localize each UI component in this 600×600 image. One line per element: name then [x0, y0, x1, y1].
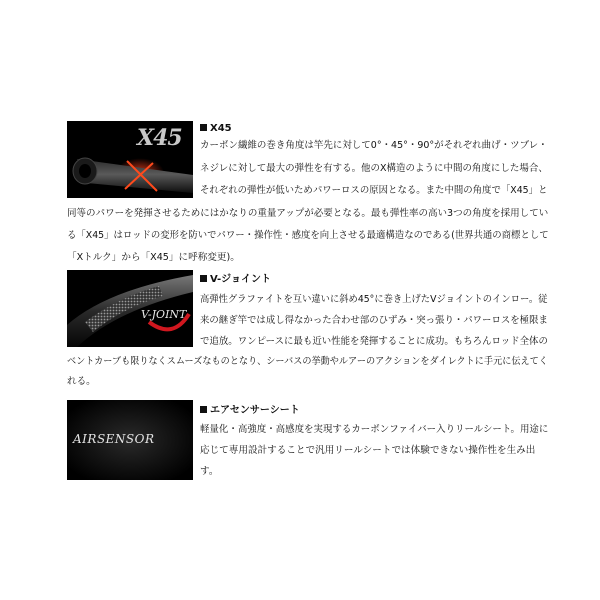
section-v-joint [67, 270, 547, 390]
square-bullet-icon [200, 406, 207, 413]
body-line: 高弾性グラファイトを互い違いに斜め45°に巻き上げたVジョイントのインロー。従 [200, 294, 548, 305]
body-line: 同等のパワーを発揮させるためにはかなりの重量アップが必要となる。最も弾性率の高い3つの角度を採用してい [67, 208, 549, 219]
body-line: 来の継ぎ竿では成し得なかった合わせ部のひずみ・突っ張り・パワーロスを極限ま [200, 315, 548, 326]
x45-rod-image [67, 121, 193, 198]
x45-logo-text: X45 [137, 125, 182, 151]
air-sensor-image [67, 400, 193, 480]
body-line: 「Xトルク」から「X45」に呼称変更)。 [67, 252, 240, 263]
v-joint-rod-image [67, 270, 193, 347]
body-line: それぞれの弾性が低いためパワーロスの原因となる。また中間の角度で「X45」と [200, 185, 548, 196]
body-line: 軽量化・高強度・高感度を実現するカーボンファイバー入りリールシート。用途に [200, 424, 549, 435]
section-heading: V-ジョイント [200, 274, 271, 286]
body-line: ネジレに対して最大の弾性を有する。他のX構造のように中間の角度にした場合、 [200, 163, 548, 174]
section-heading: エアセンサーシート [200, 405, 300, 417]
body-line: ベントカーブも限りなくスムーズなものとなり、シーバスの挙動やルアーのアクションをダイレクトに手元に伝えてく [67, 356, 548, 367]
section-air-sensor [67, 399, 547, 489]
body-line: れる。 [67, 376, 96, 387]
body-line: で追放。ワンピースに最も近い性能を発揮することに成功。もちろんロッド全体の [200, 336, 548, 347]
section-heading: X45 [200, 123, 232, 135]
body-line: る「X45」はロッドの変形を防いでパワー・操作性・感度を向上させる最適構造なのである(世界共通の商標として [67, 230, 549, 241]
square-bullet-icon [200, 275, 207, 282]
body-line: カーボン繊維の巻き角度は竿先に対して0°・45°・90°がそれぞれ曲げ・ツブレ・ [200, 140, 548, 151]
square-bullet-icon [200, 124, 207, 131]
v-joint-logo-text: V-JOINT [141, 308, 187, 321]
section-x45 [67, 121, 549, 263]
air-sensor-logo-text: AIRSENSOR [73, 432, 155, 446]
body-line: 応じて専用設計することで汎用リールシートでは体験できない操作性を生み出 [200, 445, 536, 456]
body-line: す。 [200, 466, 219, 477]
